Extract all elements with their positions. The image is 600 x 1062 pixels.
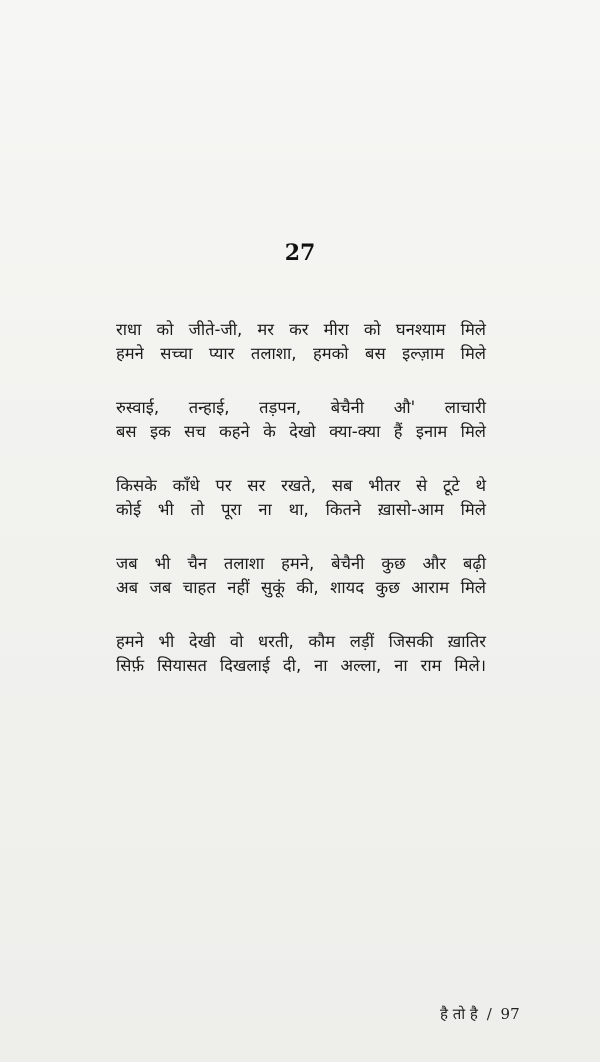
poem-line: राधा को जीते-जी, मर कर मीरा को घनश्याम मिले [116,320,486,339]
stanza-5 [116,630,486,678]
poem-line: बस इक सच कहने के देखो क्या-क्या हैं इनाम मिले [116,422,486,441]
poem-line: किसके काँधे पर सर रखते, सब भीतर से टूटे थे [116,476,486,495]
poem-body [116,318,486,708]
page-footer [440,1004,560,1024]
page-number: 97 [500,1005,520,1023]
poem-number: 27 [284,240,316,266]
book-title: है तो है [440,1005,478,1023]
poem-line: हमने भी देखी वो धरती, कौम लड़ीं जिसकी ख़ातिर [116,632,486,651]
poem-line: सिर्फ़ सियासत दिखलाई दी, ना अल्ला, ना राम मिले। [116,656,486,675]
footer-separator: / [486,1005,492,1023]
poem-line: रुस्वाई, तन्हाई, तड़पन, बेचैनी औ' लाचारी [116,398,486,417]
poem-line: जब भी चैन तलाशा हमने, बेचैनी कुछ और बढ़ी [116,554,486,573]
poem-line: कोई भी तो पूरा ना था, कितने ख़ासो-आम मिले [116,500,486,519]
poem-line: अब जब चाहत नहीं सुकूं की, शायद कुछ आराम मिले [116,578,486,597]
stanza-4 [116,552,486,600]
stanza-1 [116,318,486,366]
stanza-2 [116,396,486,444]
stanza-3 [116,474,486,522]
poem-line: हमने सच्चा प्यार तलाशा, हमको बस इल्ज़ाम मिले [116,344,486,363]
